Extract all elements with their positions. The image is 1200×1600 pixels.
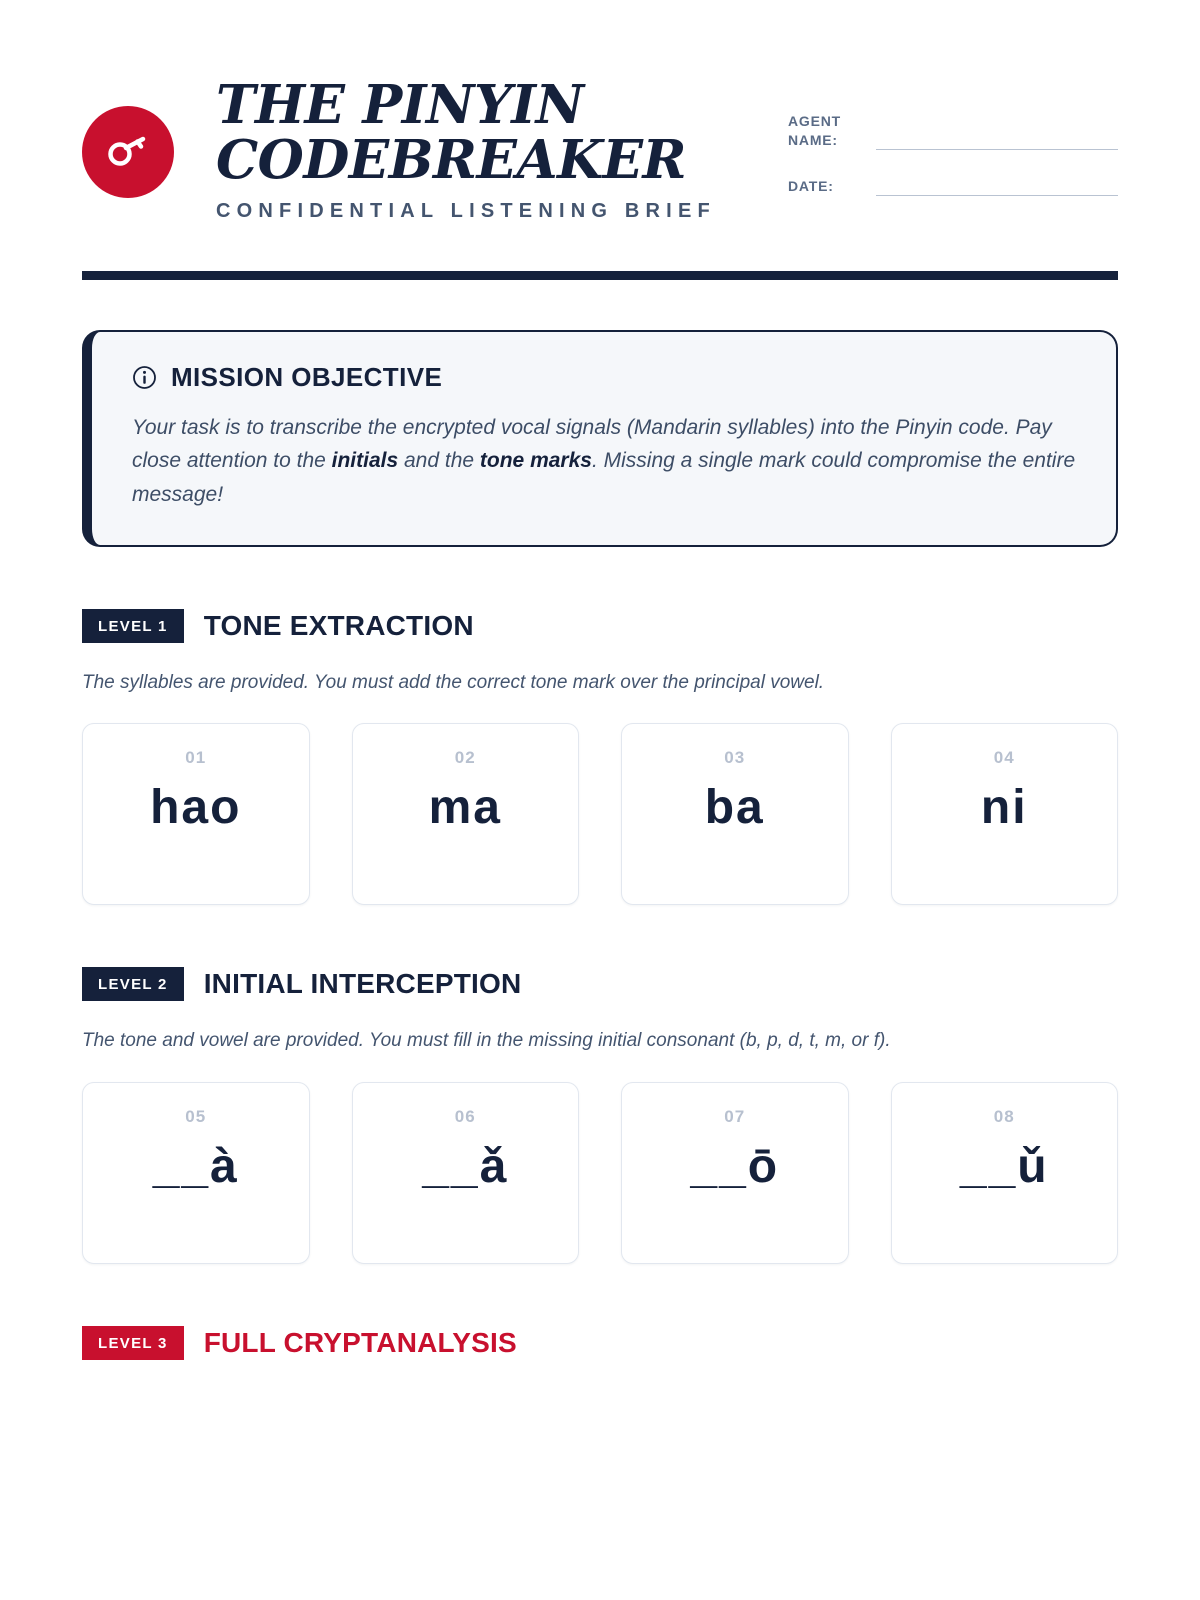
item-number: 01 bbox=[185, 748, 207, 768]
page-subtitle: CONFIDENTIAL LISTENING BRIEF bbox=[216, 200, 716, 223]
key-icon bbox=[82, 106, 174, 198]
page-title: THE PINYIN CODEBREAKER bbox=[216, 74, 687, 192]
mission-bold-tone-marks: tone marks bbox=[479, 449, 592, 473]
level-2-header bbox=[82, 967, 1118, 1001]
item-number: 03 bbox=[724, 748, 746, 768]
level-2-cards bbox=[82, 1082, 1118, 1264]
item-number: 05 bbox=[185, 1106, 207, 1126]
item-value: __à bbox=[152, 1139, 239, 1193]
level-2-description: The tone and vowel are provided. You must fill in the missing initial consonant (b, p, d, t, m, or f). bbox=[82, 1030, 891, 1052]
level-1-header bbox=[82, 609, 1118, 643]
level-1-description: The syllables are provided. You must add the correct tone mark over the principal vowel. bbox=[82, 671, 825, 693]
mission-text bbox=[132, 411, 1080, 511]
date-row bbox=[788, 176, 1118, 196]
level-1-tag: LEVEL 1 bbox=[82, 609, 184, 643]
agent-name-label: AGENT NAME: bbox=[788, 113, 841, 148]
item-value: ma bbox=[428, 781, 502, 835]
mission-objective-box bbox=[82, 330, 1118, 547]
level-3-title: FULL CRYPTANALYSIS bbox=[203, 1326, 517, 1358]
mission-text-part3: . Missing a single mark could compromise the entire message! bbox=[132, 449, 1076, 506]
mission-text-part1: Your task is to transcribe the encrypted vocal signals (Mandarin syllables) into the Pinyin code. Pay close attention to the bbox=[132, 416, 1052, 473]
item-number: 08 bbox=[993, 1106, 1015, 1126]
item-number: 02 bbox=[454, 748, 476, 768]
agent-name-row bbox=[788, 112, 1118, 150]
list-item[interactable] bbox=[82, 723, 310, 905]
item-value: ba bbox=[704, 781, 765, 835]
item-number: 07 bbox=[724, 1106, 746, 1126]
mission-text-part2: and the bbox=[398, 449, 480, 473]
level-1-title: TONE EXTRACTION bbox=[203, 609, 474, 641]
list-item[interactable] bbox=[621, 1082, 849, 1264]
agent-name-field[interactable] bbox=[876, 130, 1118, 150]
item-value: __ō bbox=[690, 1139, 780, 1193]
item-number: 06 bbox=[454, 1106, 476, 1126]
list-item[interactable] bbox=[352, 1082, 580, 1264]
date-label: DATE: bbox=[788, 177, 834, 194]
header-divider bbox=[82, 271, 1118, 280]
mission-heading: MISSION OBJECTIVE bbox=[171, 362, 443, 393]
info-icon bbox=[132, 365, 157, 390]
item-value: ni bbox=[980, 781, 1028, 835]
level-3-tag: LEVEL 3 bbox=[82, 1326, 184, 1360]
item-value: __ǔ bbox=[959, 1139, 1049, 1193]
mission-bold-initials: initials bbox=[331, 449, 399, 473]
level-2-title: INITIAL INTERCEPTION bbox=[203, 968, 522, 1000]
date-field[interactable] bbox=[876, 176, 1118, 196]
item-number: 04 bbox=[993, 748, 1015, 768]
title-block bbox=[216, 74, 788, 223]
page-header bbox=[82, 0, 1118, 223]
list-item[interactable] bbox=[352, 723, 580, 905]
list-item[interactable] bbox=[82, 1082, 310, 1264]
level-2-tag: LEVEL 2 bbox=[82, 967, 184, 1001]
level-3-header bbox=[82, 1326, 1118, 1360]
agent-meta bbox=[788, 78, 1118, 222]
list-item[interactable] bbox=[621, 723, 849, 905]
list-item[interactable] bbox=[891, 1082, 1119, 1264]
level-1-cards bbox=[82, 723, 1118, 905]
list-item[interactable] bbox=[891, 723, 1119, 905]
item-value: __ǎ bbox=[422, 1139, 509, 1193]
mission-header bbox=[132, 362, 1080, 393]
item-value: hao bbox=[150, 781, 242, 835]
